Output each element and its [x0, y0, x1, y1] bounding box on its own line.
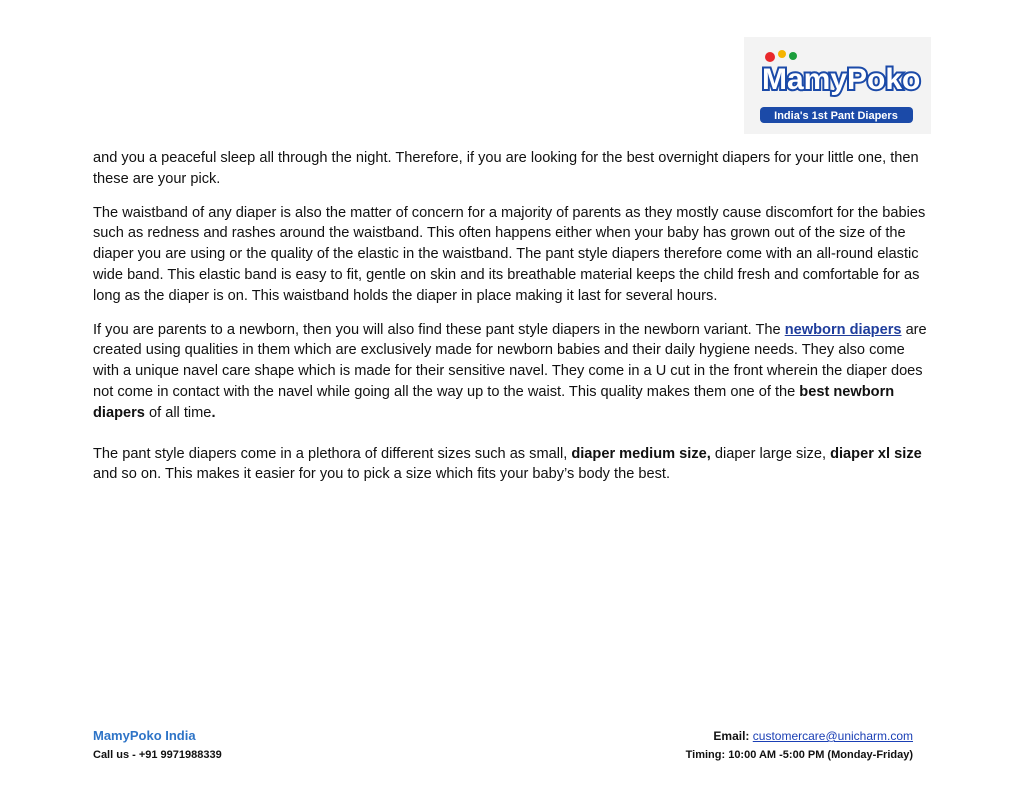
paragraph-newborn-text-2: are created using qualities in them which are exclusively made for newborn babies and their daily hygiene needs. They also come with a unique navel care shape which is made for their sensitive navel. They come in a U cut in the front wherein the diaper does not come in contact with the navel while going all the way up to the waist. This quality makes them one of the	[93, 321, 927, 400]
paragraph-sizes-text-1: The pant style diapers come in a plethora of different sizes such as small,	[93, 445, 572, 462]
article-body	[93, 148, 933, 498]
paragraph-overnight-text: and you a peaceful sleep all through the night. Therefore, if you are looking for the best overnight diapers for your little one, then these are your pick.	[93, 150, 919, 187]
logo-dot-yellow	[778, 50, 786, 58]
paragraph-newborn-text-1: If you are parents to a newborn, then you will also find these pant style diapers in the newborn variant. The	[93, 321, 785, 338]
footer-phone: Call us - +91 9971988339	[93, 749, 222, 761]
page-footer	[93, 728, 913, 761]
paragraph-newborn-text-3: of all time	[144, 404, 212, 421]
paragraph-overnight	[93, 148, 933, 190]
paragraph-waistband	[93, 203, 933, 307]
best-newborn-diapers-bold: best newborn diapers	[93, 383, 895, 421]
logo-tagline: India's 1st Pant Diapers	[774, 110, 898, 122]
logo-dot-green	[789, 52, 797, 60]
mamypoko-logo	[744, 37, 931, 134]
footer-row-bottom	[93, 749, 913, 761]
paragraph-sizes-text-2: diaper large size,	[710, 445, 831, 462]
footer-row-top	[93, 728, 913, 743]
logo-wordmark: MamyPoko	[762, 63, 921, 96]
footer-brand: MamyPoko India	[93, 728, 196, 743]
paragraph-newborn	[93, 320, 933, 424]
footer-email-block	[713, 729, 913, 743]
logo-dot-red	[765, 52, 775, 62]
email-link[interactable]: customercare@unicharm.com	[752, 729, 913, 743]
paragraph-sizes-text-3: and so on. This makes it easier for you to pick a size which fits your baby’s body the best.	[93, 466, 671, 483]
diaper-medium-size-bold: diaper medium size,	[571, 445, 711, 462]
newborn-diapers-link[interactable]: newborn diapers	[784, 321, 902, 338]
paragraph-newborn-period: .	[211, 404, 216, 421]
paragraph-waistband-text: The waistband of any diaper is also the matter of concern for a majority of parents as they mostly cause discomfort for the babies such as redness and rashes around the waistband. This often happens either when your baby has grown out of the size of the diaper you are using or the quality of the elastic in the waistband. The pant style diapers therefore come with an all-round elastic wide band. This elastic band is easy to fit, gentle on skin and its breathable material keeps the child fresh and comfortable for as long as the diaper is on. This waistband holds the diaper in place making it last for several hours.	[93, 204, 926, 304]
email-label: Email:	[713, 729, 750, 743]
footer-timing: Timing: 10:00 AM -5:00 PM (Monday-Friday)	[685, 749, 913, 761]
paragraph-sizes	[93, 444, 933, 486]
diaper-xl-size-bold: diaper xl size	[830, 445, 922, 462]
logo-graphic	[744, 37, 931, 134]
